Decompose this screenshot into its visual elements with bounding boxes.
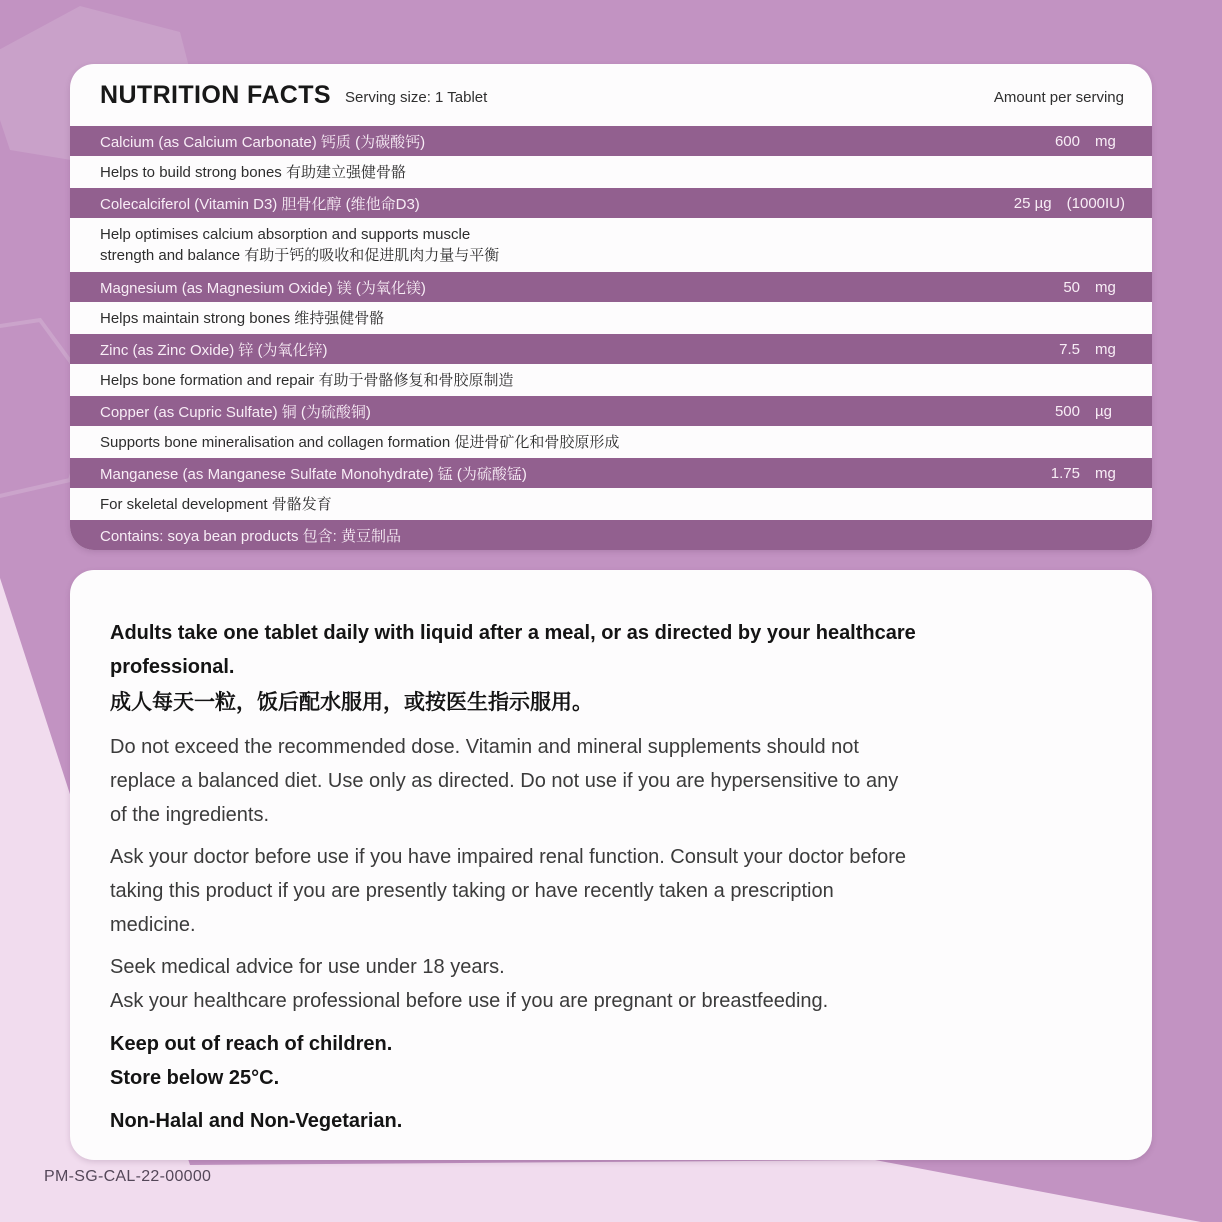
nutrient-unit: mg [1095,340,1116,358]
nutrient-row-vitamin-d3 [70,188,1152,218]
nutrient-desc-manganese: For skeletal development 骨骼发育 [70,488,1152,520]
nutrient-amount [1055,403,1125,420]
nutrient-unit: mg [1095,132,1116,150]
nutrient-amount [1055,133,1125,150]
nutrient-unit: mg [1095,464,1116,482]
nutrient-value: 600 [1054,132,1080,150]
nutrient-name: Copper (as Cupric Sulfate) 铜 (为硫酸铜) [100,403,371,421]
keep-store-notice: Keep out of reach of children. Store below 25°C. [110,1033,393,1089]
nutrient-desc-copper: Supports bone mineralisation and collagen formation 促进骨矿化和骨胶原形成 [70,426,1152,458]
panel-title: NUTRITION FACTS [100,80,331,109]
dosage-instruction-en: Adults take one tablet daily with liquid after a meal, or as directed by your healthcare professional. [110,622,916,678]
allergen-text: Contains: soya bean products 包含: 黄豆制品 [100,527,401,545]
nutrient-unit: mg [1095,278,1116,296]
warning-age-pregnancy: Seek medical advice for use under 18 years. Ask your healthcare professional before use if you are pregnant or breastfeeding. [110,956,829,1012]
nutrient-row-copper [70,396,1152,426]
directions-content [70,570,1152,1138]
directions-panel [70,570,1152,1160]
nutrient-desc-zinc: Helps bone formation and repair 有助于骨骼修复和骨胶原制造 [70,364,1152,396]
dietary-notice: Non-Halal and Non-Vegetarian. [110,1110,403,1132]
nutrient-row-calcium [70,126,1152,156]
nutrient-amount [1059,341,1125,358]
allergen-row [70,520,1152,550]
nutrient-amount [1051,465,1125,482]
nutrient-value: 500 [1054,402,1080,420]
nutrient-unit: (1000IU) [1066,194,1125,212]
product-code: PM-SG-CAL-22-00000 [44,1168,212,1185]
nutrient-value: 50 [1063,278,1080,296]
nutrient-name: Manganese (as Manganese Sulfate Monohydrate) 锰 (为硫酸锰) [100,465,527,483]
nutrient-name: Magnesium (as Magnesium Oxide) 镁 (为氧化镁) [100,279,426,297]
nutrient-value: 1.75 [1050,464,1080,482]
nutrient-amount [1014,195,1125,212]
nutrient-row-zinc [70,334,1152,364]
dosage-instruction-zh: 成人每天一粒，饭后配水服用，或按医生指示服用。 [110,691,593,714]
facts-header [70,64,1152,126]
nutrient-name: Colecalciferol (Vitamin D3) 胆骨化醇 (维他命D3) [100,195,420,213]
nutrition-facts-panel [70,64,1152,550]
nutrient-value: 25 µg [1013,194,1052,212]
nutrient-desc-vitamin-d3: Help optimises calcium absorption and supports muscle strength and balance 有助于钙的吸收和促进肌肉力量与平衡 [70,218,1152,272]
nutrient-name: Zinc (as Zinc Oxide) 锌 (为氧化锌) [100,341,328,359]
nutrient-amount [1063,279,1125,296]
nutrient-name: Calcium (as Calcium Carbonate) 钙质 (为碳酸钙) [100,133,426,151]
nutrient-desc-magnesium: Helps maintain strong bones 维持强健骨骼 [70,302,1152,334]
nutrient-row-manganese [70,458,1152,488]
warning-dose: Do not exceed the recommended dose. Vitamin and mineral supplements should not replace a balanced diet. Use only as directed. Do not use if you are hypersensitive to any of the ingredients. [110,736,899,826]
serving-size: Serving size: 1 Tablet [345,89,488,106]
amount-per-serving-label: Amount per serving [993,89,1124,106]
nutrient-value: 7.5 [1059,340,1080,358]
nutrient-desc-calcium: Helps to build strong bones 有助建立强健骨骼 [70,156,1152,188]
nutrient-unit: µg [1095,402,1112,420]
nutrient-row-magnesium [70,272,1152,302]
warning-doctor: Ask your doctor before use if you have impaired renal function. Consult your doctor before taking this product if you are presently taking or have recently taken a prescription medicine. [110,846,906,936]
